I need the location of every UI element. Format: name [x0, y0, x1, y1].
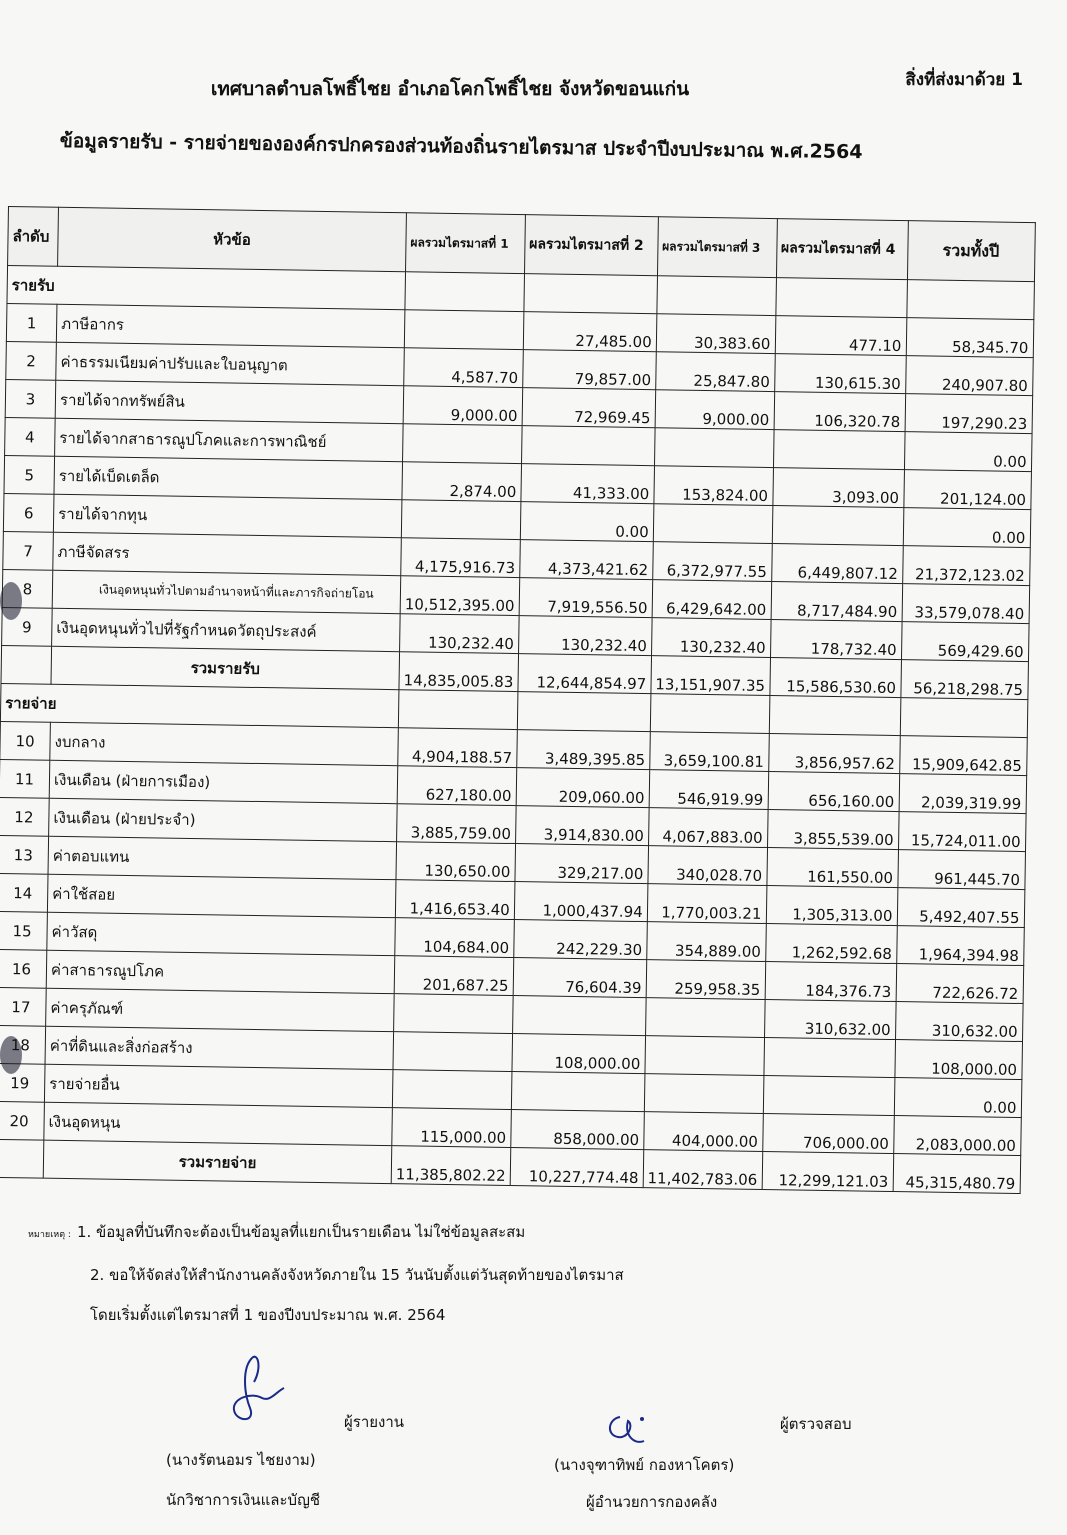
- row-item: ค่าวัสดุ: [47, 912, 396, 955]
- row-item: รายได้จากทุน: [53, 494, 402, 537]
- cell-total: 33,579,078.40: [902, 584, 1030, 624]
- cell-q2: 3,489,395.85: [516, 730, 650, 770]
- cell-q2: 108,000.00: [512, 1034, 646, 1074]
- row-number: 11: [0, 759, 50, 798]
- cell-q1: 104,684.00: [395, 918, 514, 958]
- row-number: 4: [5, 417, 56, 456]
- cell-q1: [404, 310, 523, 350]
- row-number: 16: [0, 949, 47, 988]
- cell-total: 0.00: [904, 432, 1032, 472]
- cell-q2: [512, 996, 646, 1036]
- row-number: 1: [6, 303, 57, 342]
- row-number: 19: [0, 1063, 45, 1102]
- cell-q3: [653, 504, 772, 544]
- cell-q1: [392, 1070, 511, 1110]
- income-section-label: รายรับ: [7, 266, 406, 310]
- cell-q3: 130,232.40: [651, 618, 770, 658]
- expense-total-row-total: 45,315,480.79: [893, 1154, 1021, 1194]
- expense-total-row-q2: 10,227,774.48: [510, 1148, 644, 1188]
- cell-q1: 9,000.00: [403, 386, 522, 426]
- cell-q2: [511, 1072, 645, 1112]
- cell-q1: 2,874.00: [402, 462, 521, 502]
- expense-total-row-label: รวมรายจ่าย: [43, 1140, 392, 1183]
- cell-q2: 79,857.00: [522, 350, 656, 390]
- cell-total: 15,909,642.85: [899, 736, 1027, 776]
- expense-total-row-q3: 11,402,783.06: [643, 1150, 762, 1190]
- row-item: เงินอุดหนุน: [44, 1102, 393, 1145]
- cell-q1: [394, 994, 513, 1034]
- empty-cell: [517, 692, 651, 732]
- row-number: 6: [3, 493, 54, 532]
- cell-q2: 27,485.00: [523, 312, 657, 352]
- empty-cell: [405, 272, 524, 312]
- row-number: 15: [0, 911, 47, 950]
- empty-cell: [524, 274, 658, 314]
- row-number: 18: [0, 1025, 46, 1064]
- cell-q3: 153,824.00: [654, 466, 773, 506]
- checker-name: (นางจุฑาทิพย์ กองหาโคตร): [554, 1456, 735, 1474]
- row-number: 13: [0, 835, 49, 874]
- row-number: 17: [0, 987, 46, 1026]
- cell-q4: 656,160.00: [768, 772, 900, 812]
- cell-q2: 3,914,830.00: [515, 806, 649, 846]
- cell-q1: 10,512,395.00: [400, 576, 519, 616]
- cell-q1: [403, 424, 522, 464]
- column-header-item: หัวข้อ: [58, 207, 407, 271]
- cell-total: 21,372,123.02: [902, 546, 1030, 586]
- income-total-row-q2: 12,644,854.97: [518, 654, 652, 694]
- cell-q4: [772, 506, 904, 546]
- column-header-q4: ผลรวมไตรมาสที่ 4: [776, 219, 908, 280]
- row-number: 2: [6, 341, 57, 380]
- row-number: 7: [3, 531, 54, 570]
- income-total-row-label: รวมรายรับ: [51, 646, 400, 689]
- cell-q1: 201,687.25: [394, 956, 513, 996]
- column-header-q2: ผลรวมไตรมาสที่ 2: [524, 215, 658, 276]
- empty-cell: [900, 698, 1028, 738]
- cell-q3: 9,000.00: [655, 390, 774, 430]
- cell-q1: [393, 1032, 512, 1072]
- document-title: ข้อมูลรายรับ - รายจ่ายขององค์กรปกครองส่วนท้องถิ่นรายไตรมาส ประจำปีงบประมาณ พ.ศ.2564: [59, 129, 863, 164]
- expense-total-row-q4: 12,299,121.03: [762, 1151, 894, 1191]
- cell-total: 2,083,000.00: [893, 1116, 1021, 1156]
- cell-q4: 3,093.00: [772, 468, 904, 508]
- cell-q3: 25,847.80: [655, 352, 774, 392]
- empty-cell: [769, 696, 901, 736]
- cell-total: 197,290.23: [905, 394, 1033, 434]
- cell-total: 961,445.70: [897, 850, 1025, 890]
- income-total-row-q3: 13,151,907.35: [651, 656, 770, 696]
- cell-q4: 184,376.73: [765, 961, 897, 1001]
- cell-q4: 3,856,957.62: [768, 734, 900, 774]
- cell-q4: 310,632.00: [764, 999, 896, 1039]
- note-line-1: 1. ข้อมูลที่บันทึกจะต้องเป็นข้อมูลที่แยกเป็นรายเดือน ไม่ใช่ข้อมูลสะสม: [76, 1223, 526, 1241]
- row-item: รายได้จากสาธารณูปโภคและการพาณิชย์: [55, 418, 404, 461]
- empty-cell: [906, 280, 1034, 320]
- notes-label: หมายเหตุ :: [28, 1230, 71, 1240]
- cell-total: 1,964,394.98: [896, 926, 1024, 966]
- cell-q2: 4,373,421.62: [519, 540, 653, 580]
- cell-q2: 1,000,437.94: [514, 882, 648, 922]
- cell-q4: 161,550.00: [766, 848, 898, 888]
- cell-q3: [654, 428, 773, 468]
- cell-q3: [645, 998, 764, 1038]
- cell-total: 569,429.60: [901, 622, 1029, 662]
- cell-total: 15,724,011.00: [898, 812, 1026, 852]
- cell-q4: 130,615.30: [774, 354, 906, 394]
- cell-q4: 8,717,484.90: [771, 582, 903, 622]
- expense-total-row-q1: 11,385,802.22: [391, 1146, 510, 1186]
- row-item: รายได้จากทรัพย์สิน: [55, 380, 404, 423]
- row-item: ค่าสาธารณูปโภค: [46, 950, 395, 993]
- cell-q2: 130,232.40: [518, 616, 652, 656]
- cell-q3: 354,889.00: [646, 922, 765, 962]
- row-number: 20: [0, 1101, 44, 1140]
- column-header-order: ลำดับ: [8, 207, 59, 267]
- cell-q1: 4,587.70: [404, 348, 523, 388]
- cell-q4: 178,732.40: [770, 620, 902, 660]
- note-line-2: 2. ขอให้จัดส่งให้สำนักงานคลังจังหวัดภายใน 15 วันนับตั้งแต่วันสุดท้ายของไตรมาส: [90, 1266, 624, 1284]
- income-total-row-total: 56,218,298.75: [900, 660, 1028, 700]
- cell-q3: 340,028.70: [648, 846, 767, 886]
- cell-total: 2,039,319.99: [899, 774, 1027, 814]
- cell-total: 58,345.70: [906, 318, 1034, 358]
- cell-q1: 1,416,653.40: [395, 880, 514, 920]
- reporter-role: ผู้รายงาน: [344, 1413, 405, 1431]
- cell-q3: 404,000.00: [644, 1112, 763, 1152]
- checker-title: ผู้อำนวยการกองคลัง: [586, 1493, 718, 1511]
- cell-q2: 76,604.39: [513, 958, 647, 998]
- notes-block: [28, 1212, 624, 1335]
- empty-cell: [398, 690, 517, 730]
- cell-q3: 6,372,977.55: [652, 542, 771, 582]
- cell-q2: 209,060.00: [516, 768, 650, 808]
- cell-q3: 1,770,003.21: [647, 884, 766, 924]
- row-number: 10: [0, 721, 50, 760]
- row-item: ค่าตอบแทน: [48, 836, 397, 879]
- cell-q4: 6,449,807.12: [771, 544, 903, 584]
- cell-q4: [763, 1075, 895, 1115]
- cell-total: 108,000.00: [894, 1040, 1022, 1080]
- row-number: 5: [4, 455, 55, 494]
- cell-q1: [401, 500, 520, 540]
- cell-q1: 115,000.00: [392, 1108, 511, 1148]
- cell-q3: 6,429,642.00: [652, 580, 771, 620]
- attachment-label: สิ่งที่ส่งมาด้วย 1: [905, 70, 1023, 90]
- row-number: 12: [0, 797, 49, 836]
- row-item: ค่าที่ดินและสิ่งก่อสร้าง: [45, 1026, 394, 1069]
- cell-total: 240,907.80: [905, 356, 1033, 396]
- row-item: รายได้เบ็ดเตล็ด: [54, 456, 403, 499]
- cell-q2: [521, 426, 655, 466]
- cell-q2: 72,969.45: [522, 388, 656, 428]
- row-item: งบกลาง: [50, 722, 399, 765]
- column-header-q3: ผลรวมไตรมาสที่ 3: [657, 217, 777, 278]
- cell-q4: 3,855,539.00: [767, 810, 899, 850]
- cell-q4: 1,305,313.00: [766, 885, 898, 925]
- row-item: ค่าธรรมเนียมค่าปรับและใบอนุญาต: [56, 342, 405, 385]
- row-item: รายจ่ายอื่น: [44, 1064, 393, 1107]
- cell-q3: [644, 1074, 763, 1114]
- expense-section-label: รายจ่าย: [0, 683, 399, 727]
- cell-q3: 3,659,100.81: [649, 732, 768, 772]
- income-total-row-q4: 15,586,530.60: [769, 658, 901, 698]
- row-item: ค่าครุภัณฑ์: [46, 988, 395, 1031]
- checker-signature: [600, 1405, 660, 1455]
- cell-total: 0.00: [894, 1078, 1022, 1118]
- cell-q3: 259,958.35: [646, 960, 765, 1000]
- row-item: ภาษีจัดสรร: [53, 532, 402, 575]
- cell-q3: [645, 1036, 764, 1076]
- cell-q1: 4,175,916.73: [401, 538, 520, 578]
- finance-table: [0, 206, 1035, 1194]
- cell-q1: 130,232.40: [400, 614, 519, 654]
- row-item: เงินอุดหนุนทั่วไปที่รัฐกำหนดวัตถุประสงค์: [52, 608, 401, 651]
- cell-q1: 627,180.00: [397, 766, 516, 806]
- cell-q4: [773, 430, 905, 470]
- row-number: 14: [0, 873, 48, 912]
- cell-q1: 3,885,759.00: [397, 804, 516, 844]
- income-total-row-q1: 14,835,005.83: [399, 652, 518, 692]
- row-item: ภาษีอากร: [56, 304, 405, 347]
- cell-q3: 30,383.60: [656, 314, 775, 354]
- cell-q1: 130,650.00: [396, 842, 515, 882]
- reporter-title: นักวิชาการเงินและบัญชี: [166, 1491, 321, 1509]
- cell-q2: 0.00: [520, 502, 654, 542]
- reporter-name: (นางรัตนอมร ไชยงาม): [166, 1451, 316, 1469]
- cell-q2: 41,333.00: [521, 464, 655, 504]
- cell-total: 722,626.72: [896, 964, 1024, 1004]
- cell-q4: 106,320.78: [774, 392, 906, 432]
- row-number: 8: [2, 569, 53, 608]
- cell-q4: 477.10: [775, 316, 907, 356]
- row-number: 3: [5, 379, 56, 418]
- cell-q4: [763, 1037, 895, 1077]
- organization-title: เทศบาลตำบลโพธิ์ไชย อำเภอโคกโพธิ์ไชย จังหวัดขอนแก่น: [210, 78, 690, 100]
- cell-q2: 242,229.30: [514, 920, 648, 960]
- cell-total: 5,492,407.55: [897, 888, 1025, 928]
- empty-cell: [650, 694, 769, 734]
- cell-q2: 329,217.00: [515, 844, 649, 884]
- reporter-signature: [222, 1348, 292, 1428]
- cell-q2: 7,919,556.50: [519, 578, 653, 618]
- cell-q3: 546,919.99: [649, 770, 768, 810]
- cell-q1: 4,904,188.57: [398, 728, 517, 768]
- row-item: เงินเดือน (ฝ่ายการเมือง): [49, 760, 398, 803]
- empty-cell: [775, 278, 907, 318]
- empty-cell: [1, 645, 52, 684]
- column-header-year-total: รวมทั้งปี: [907, 221, 1035, 282]
- empty-cell: [657, 276, 776, 316]
- row-number: 9: [2, 607, 53, 646]
- cell-total: 0.00: [903, 508, 1031, 548]
- note-line-3: โดยเริ่มตั้งแต่ไตรมาสที่ 1 ของปีงบประมาณ พ.ศ. 2564: [90, 1306, 446, 1324]
- column-header-q1: ผลรวมไตรมาสที่ 1: [406, 213, 526, 274]
- cell-q2: 858,000.00: [511, 1110, 645, 1150]
- cell-total: 201,124.00: [903, 470, 1031, 510]
- row-item: ค่าใช้สอย: [47, 874, 396, 917]
- row-item: เงินเดือน (ฝ่ายประจำ): [49, 798, 398, 841]
- row-item: เงินอุดหนุนทั่วไปตามอำนาจหน้าที่และภารกิจถ่ายโอน: [52, 570, 401, 613]
- checker-role: ผู้ตรวจสอบ: [780, 1415, 852, 1433]
- cell-q4: 706,000.00: [762, 1113, 894, 1153]
- cell-q4: 1,262,592.68: [765, 923, 897, 963]
- cell-total: 310,632.00: [895, 1002, 1023, 1042]
- empty-cell: [0, 1139, 44, 1178]
- cell-q3: 4,067,883.00: [648, 808, 767, 848]
